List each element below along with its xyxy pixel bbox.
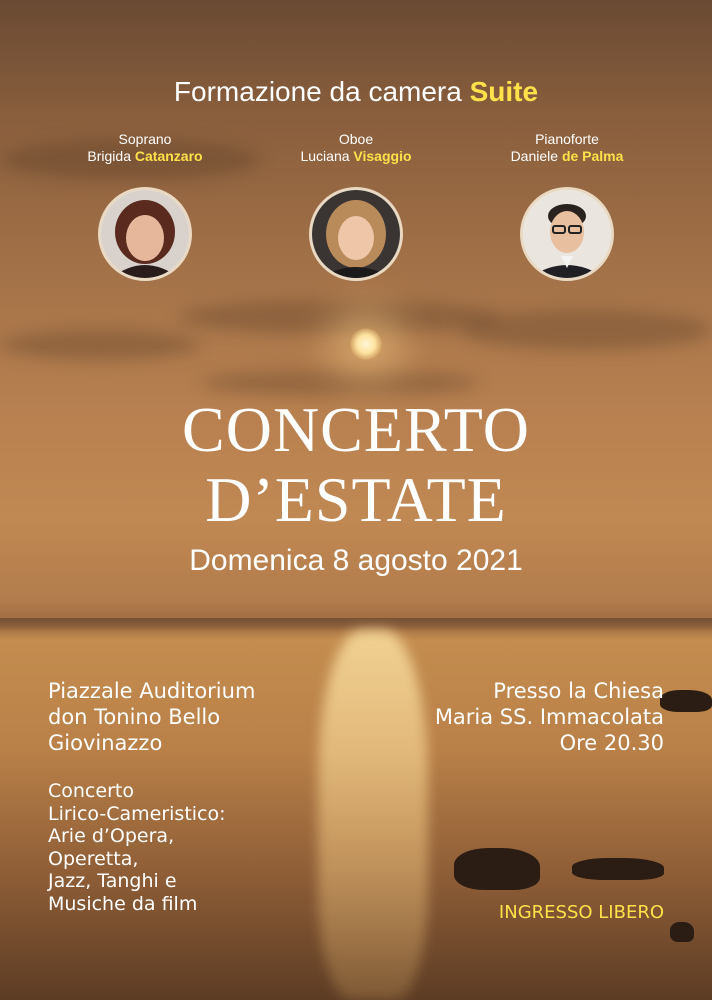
performer-last-name: Catanzaro [134,148,203,164]
oboe-portrait [309,187,403,281]
performer-role: Soprano [118,131,172,147]
rock [670,922,694,942]
ensemble-prefix: Formazione da camera [173,76,462,107]
cloud [460,310,712,350]
title-line-1: CONCERTO [182,394,530,465]
performer-piano [467,131,667,165]
rock [572,858,664,880]
ensemble-name: Suite [469,76,539,107]
piano-portrait [520,187,614,281]
performer-role: Pianoforte [535,131,599,147]
performer-name [467,148,667,165]
performer-last-name: Visaggio [353,148,412,164]
portrait-image [312,190,400,278]
concert-date: Domenica 8 agosto 2021 [189,544,523,577]
portrait-image [101,190,189,278]
program-description: Concerto Lirico-Cameristico: Arie d’Opera, Operetta, Jazz, Tanghi e Musiche da film [48,780,226,915]
ensemble-heading [0,76,712,108]
rock [454,848,540,890]
cloud [0,330,200,360]
venue-church-time: Presso la Chiesa Maria SS. Immacolata Ore 20.30 [434,679,664,755]
sun [350,328,382,360]
performer-name [45,148,245,165]
performer-first-name: Daniele [510,148,559,164]
soprano-portrait [98,187,192,281]
horizon-line [0,618,712,632]
sun-reflection [318,630,428,1000]
performer-soprano [45,131,245,165]
performer-first-name: Brigida [87,148,131,164]
performer-first-name: Luciana [300,148,350,164]
performer-last-name: de Palma [561,148,624,164]
performer-role: Oboe [338,131,374,147]
portrait-image [523,190,611,278]
rock [660,690,712,712]
title-line-2: D’ESTATE [205,464,507,535]
performer-name [256,148,456,165]
venue-location: Piazzale Auditorium don Tonino Bello Giovinazzo [48,679,256,755]
admission-badge: INGRESSO LIBERO [498,902,664,923]
concert-title [0,395,712,535]
cloud [180,300,500,334]
cloud [200,370,480,396]
performer-oboe [256,131,456,165]
